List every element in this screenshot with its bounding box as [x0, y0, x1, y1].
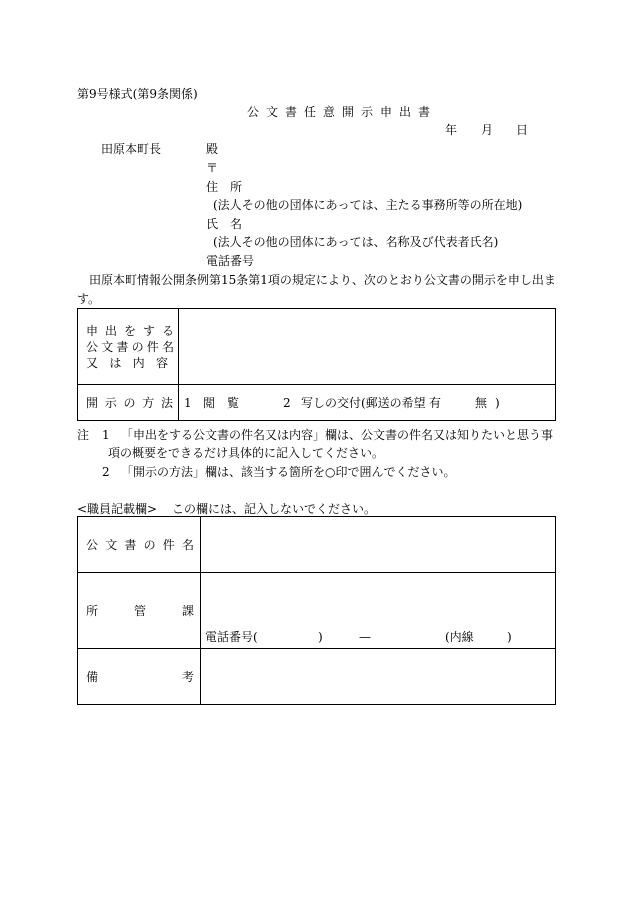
- method-option-1-number: 1: [184, 395, 192, 410]
- department-phone-close: ): [318, 630, 323, 644]
- note-2-number: 2: [102, 465, 110, 479]
- intro-line-2: す。: [77, 292, 101, 306]
- label-char: る: [161, 323, 174, 338]
- label-char: 書: [124, 538, 137, 552]
- label-char: 名: [161, 339, 174, 354]
- staff-section-instruction: この欄には、記入しないでください。: [172, 502, 377, 516]
- request-table: [77, 308, 556, 421]
- date-year: 年: [445, 123, 458, 137]
- department-value-cell[interactable]: [201, 573, 556, 649]
- document-name-value-cell[interactable]: [201, 517, 556, 573]
- label-char: の: [123, 396, 136, 410]
- method-option-2-text[interactable]: 写しの交付(郵送の希望: [301, 395, 426, 410]
- label-char: 備: [86, 670, 99, 684]
- name-label: [206, 217, 254, 231]
- department-phone-line: [201, 630, 555, 644]
- label-char: 課: [181, 604, 194, 618]
- label-char: 開: [86, 396, 99, 410]
- document-name-label-cell: [78, 517, 201, 573]
- label-char: 件: [146, 339, 159, 354]
- method-option-2-number: 2: [283, 395, 291, 410]
- method-close-paren: ): [495, 395, 500, 410]
- label-char: 内: [132, 355, 145, 370]
- department-extension-close: ): [507, 630, 512, 644]
- department-extension-label: (内線: [445, 630, 474, 644]
- subject-label-line-1: [86, 323, 174, 339]
- label-char: の: [131, 339, 144, 354]
- note-1-number: 1: [102, 428, 110, 442]
- addressee-name: 田原本町長: [101, 142, 162, 156]
- date-month: 月: [481, 123, 494, 137]
- label-char: す: [142, 323, 155, 338]
- label-char: 出: [104, 323, 117, 338]
- remarks-value-cell[interactable]: [201, 649, 556, 705]
- label-char: 名: [181, 538, 194, 552]
- postal-mark: 〒: [206, 161, 219, 175]
- note-2-text: 「開示の方法」欄は、該当する箇所を○印で囲んでください。: [121, 465, 456, 479]
- remarks-label: [78, 668, 200, 685]
- label-char: 公: [86, 538, 99, 552]
- subject-label-line-2: [86, 339, 174, 355]
- address-label: [206, 180, 254, 194]
- method-label: [78, 394, 178, 411]
- remarks-label-cell: [78, 649, 201, 705]
- staff-table: [77, 516, 556, 705]
- label-char: 申: [86, 323, 99, 338]
- mail-yes-option[interactable]: 有: [429, 395, 442, 410]
- label-char: 公: [86, 339, 99, 354]
- addressee-honorific: 殿: [206, 142, 219, 156]
- department-phone-dash: —: [359, 630, 371, 644]
- subject-label-cell: [78, 309, 179, 385]
- label-char: 法: [160, 396, 173, 410]
- label-char: の: [143, 538, 156, 552]
- department-label-cell: [78, 573, 201, 649]
- label-char: 又: [86, 355, 99, 370]
- label-char: 文: [105, 538, 118, 552]
- note-prefix: 注: [77, 428, 90, 442]
- department-phone-label: 電話番号(: [205, 630, 258, 644]
- phone-label: 電話番号: [206, 254, 255, 268]
- mail-no-option[interactable]: 無: [475, 395, 488, 410]
- label-char: 考: [181, 670, 194, 684]
- department-label: [78, 602, 200, 619]
- label-char: 書: [116, 339, 129, 354]
- label-char: 方: [142, 396, 155, 410]
- method-option-1-text[interactable]: 閲覧: [203, 395, 252, 410]
- label-char: 容: [155, 355, 168, 370]
- label-char: 文: [101, 339, 114, 354]
- label-char: を: [123, 323, 136, 338]
- date-day: 日: [516, 123, 529, 137]
- label-char: 示: [104, 396, 117, 410]
- subject-input-cell[interactable]: [179, 309, 556, 385]
- subject-label-line-3: [86, 355, 174, 371]
- label-char: は: [109, 355, 122, 370]
- staff-section-heading: <職員記載欄>: [77, 502, 158, 516]
- form-number: 第9号様式(第9条関係): [77, 87, 198, 101]
- method-label-cell: [78, 385, 179, 421]
- method-options-cell[interactable]: [179, 385, 556, 421]
- note-1-line-2: 項の概要をできるだけ具体的に記入してください。: [108, 446, 385, 460]
- note-1-line-1: 「申出をする公文書の件名又は内容」欄は、公文書の件名又は知りたいと思う事: [121, 428, 554, 442]
- address-label-text: 住所: [206, 180, 255, 194]
- name-label-text: 氏名: [206, 217, 255, 231]
- intro-line-1: 田原本町情報公開条例第15条第1項の規定により、次のとおり公文書の開示を申し出ま: [89, 273, 556, 287]
- page-title: 公文書任意開示申出書: [247, 105, 438, 119]
- label-char: 所: [86, 604, 99, 618]
- address-note: (法人その他の団体にあっては、主たる事務所等の所在地): [213, 198, 523, 212]
- label-char: 管: [133, 604, 146, 618]
- document-name-label: [78, 536, 200, 553]
- name-note: (法人その他の団体にあっては、名称及び代表者氏名): [213, 235, 499, 249]
- label-char: 件: [162, 538, 175, 552]
